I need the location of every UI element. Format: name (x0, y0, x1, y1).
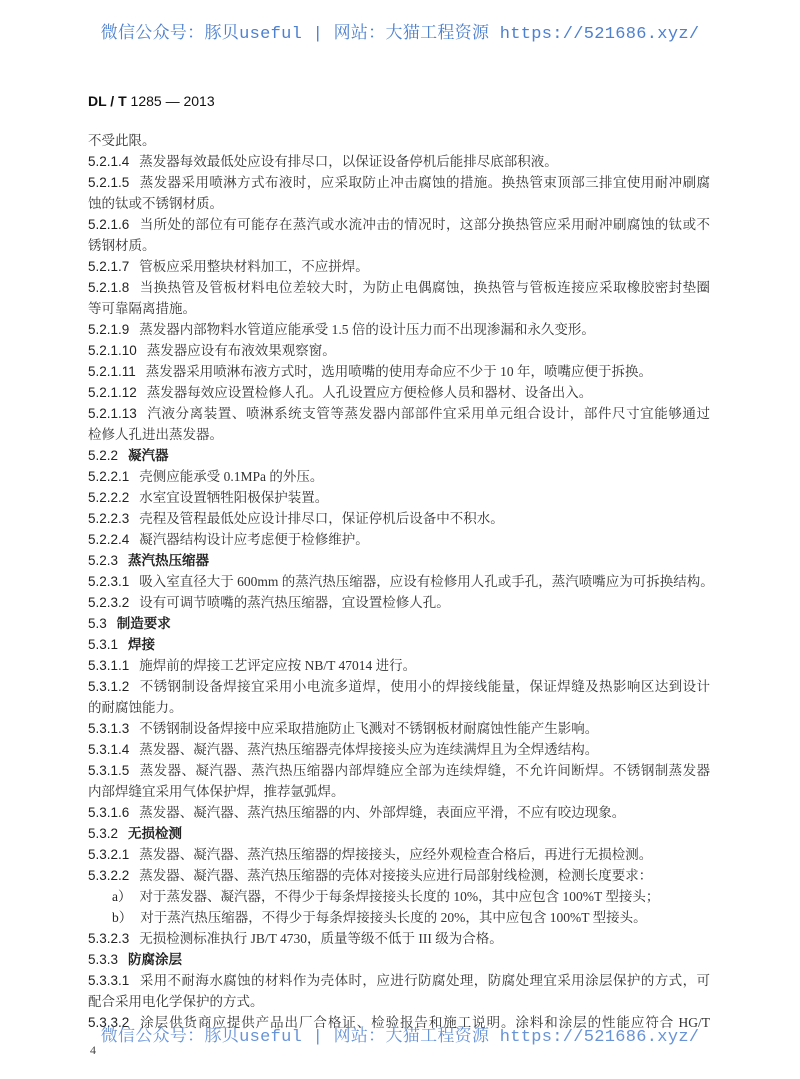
clause-text: 蒸发器采用喷淋布液方式时，选用喷嘴的使用寿命应不少于 10 年，喷嘴应便于拆换。 (145, 364, 653, 379)
clause-text: 水室宜设置牺牲阳极保护装置。 (139, 490, 329, 505)
clause-line (88, 277, 710, 298)
clause-text: 采用不耐海水腐蚀的材料作为壳体时，应进行防腐处理，防腐处理宜采用涂层保护的方式，可 (139, 973, 710, 988)
clause-number: 5.2.1.8 (88, 280, 130, 295)
clause-number: 5.2.2.3 (88, 511, 130, 526)
clause-number: b） (112, 910, 133, 925)
clause-number: 5.3.1.6 (88, 805, 130, 820)
list-item (88, 886, 710, 907)
clause-line (88, 340, 710, 361)
clause-text: 吸入室直径大于 600mm 的蒸汽热压缩器，应设有检修用人孔或手孔，蒸汽喷嘴应为可拆换结构。 (139, 574, 714, 589)
clause-text: 壳侧应能承受 0.1MPa 的外压。 (139, 469, 324, 484)
clause-line (88, 781, 710, 802)
clause-line (88, 592, 710, 613)
clause-number: 5.2.1.12 (88, 385, 137, 400)
doc-code-number: 1285 — 2013 (130, 93, 215, 109)
clause-number: 5.2.3 (88, 553, 119, 568)
clause-line (88, 739, 710, 760)
clause-line (88, 571, 714, 592)
clause-number: 5.3 (88, 616, 107, 631)
clause-text: 无损检测标准执行 JB/T 4730，质量等级不低于 III 级为合格。 (139, 931, 503, 946)
clause-line (88, 802, 710, 823)
clause-text: 蒸发器应设有布液效果观察窗。 (146, 343, 336, 358)
clause-number: 5.3.2 (88, 826, 119, 841)
section-heading (88, 823, 710, 844)
clause-number: 5.2.1.13 (88, 406, 137, 421)
document-code (88, 93, 215, 109)
clause-text: 内部焊缝宜采用气体保护焊，推荐氩弧焊。 (88, 784, 345, 799)
doc-code-prefix: DL / T (88, 93, 127, 109)
clause-text: 涂层供货商应提供产品出厂合格证、检验报告和施工说明。涂料和涂层的性能应符合 HG/T (139, 1015, 710, 1030)
clause-text: 不受此限。 (88, 133, 156, 148)
clause-number: 5.2.1.5 (88, 175, 130, 190)
clause-text: 管板应采用整块材料加工，不应拼焊。 (139, 259, 369, 274)
clause-number: 5.3.1.3 (88, 721, 130, 736)
clause-line (88, 319, 710, 340)
clause-line (88, 676, 710, 697)
clause-number: 5.2.3.1 (88, 574, 130, 589)
clause-line (88, 991, 710, 1012)
clause-line (88, 382, 710, 403)
clause-text: 当换热管及管板材料电位差较大时，为防止电偶腐蚀，换热管与管板连接应采取橡胶密封垫圈 (139, 280, 710, 295)
clause-text: 汽液分离装置、喷淋系统支管等蒸发器内部部件宜采用单元组合设计，部件尺寸宜能够通过 (146, 406, 710, 421)
clause-text: 焊接 (128, 637, 156, 652)
clause-text: 不锈钢制设备焊接中应采取措施防止飞溅对不锈钢板材耐腐蚀性能产生影响。 (139, 721, 599, 736)
clause-text: 不锈钢制设备焊接宜采用小电流多道焊，使用小的焊接线能量，保证焊缝及热影响区达到设计 (139, 679, 710, 694)
clause-number: 5.3.2.1 (88, 847, 130, 862)
watermark-top: 微信公众号：豚贝useful | 网站：大猫工程资源 https://521686.xyz/ (100, 25, 700, 44)
clause-number: 5.3.2.3 (88, 931, 130, 946)
clause-text: 施焊前的焊接工艺评定应按 NB/T 47014 进行。 (139, 658, 417, 673)
clause-line (88, 151, 710, 172)
clause-number: 5.2.1.7 (88, 259, 130, 274)
document-body (88, 130, 714, 1033)
clause-line (88, 298, 710, 319)
clause-text: 壳程及管程最低处应设计排尽口，保证停机后设备中不积水。 (139, 511, 504, 526)
clause-text: 当所处的部位有可能存在蒸汽或水流冲击的情况时，这部分换热管应采用耐冲刷腐蚀的钛或不 (139, 217, 710, 232)
clause-number: 5.3.1.4 (88, 742, 130, 757)
clause-number: 5.2.3.2 (88, 595, 130, 610)
clause-line (88, 928, 710, 949)
clause-text: 蒸发器、凝汽器、蒸汽热压缩器内部焊缝应全部为连续焊缝，不允许间断焊。不锈钢制蒸发器 (139, 763, 710, 778)
clause-text: 配合采用电化学保护的方式。 (88, 994, 264, 1009)
clause-number: 5.3.3.2 (88, 1015, 130, 1030)
clause-line (88, 235, 710, 256)
clause-number: 5.2.1.11 (88, 364, 136, 379)
clause-line (88, 172, 710, 193)
clause-line (88, 865, 710, 886)
clause-number: 5.3.2.2 (88, 868, 130, 883)
clause-text: 检修人孔进出蒸发器。 (88, 427, 223, 442)
clause-text: 制造要求 (116, 616, 171, 631)
section-heading (88, 613, 710, 634)
clause-text: 蒸发器、凝汽器、蒸汽热压缩器的壳体对接接头应进行局部射线检测，检测长度要求： (139, 868, 653, 883)
clause-text: 等可靠隔离措施。 (88, 301, 196, 316)
clause-number: 5.2.2.1 (88, 469, 130, 484)
clause-number: 5.3.1.5 (88, 763, 130, 778)
clause-number: 5.2.1.6 (88, 217, 130, 232)
section-heading (88, 634, 710, 655)
page-number: 4 (90, 1043, 96, 1057)
clause-line (88, 529, 710, 550)
list-item (88, 907, 710, 928)
clause-number: 5.2.1.9 (88, 322, 130, 337)
clause-text: 蒸发器每效应设置检修人孔。人孔设置应方便检修人员和器材、设备出入。 (146, 385, 593, 400)
clause-text: 蒸发器内部物料水管道应能承受 1.5 倍的设计压力而不出现渗漏和永久变形。 (139, 322, 595, 337)
clause-line (88, 193, 710, 214)
clause-line (88, 487, 710, 508)
section-heading (88, 445, 710, 466)
clause-text: 蒸发器、凝汽器、蒸汽热压缩器的内、外部焊缝，表面应平滑，不应有咬边现象。 (139, 805, 626, 820)
clause-line (88, 424, 710, 445)
clause-number: 5.3.3.1 (88, 973, 130, 988)
clause-text: 的耐腐蚀能力。 (88, 700, 183, 715)
clause-line (88, 508, 710, 529)
clause-text: 防腐涂层 (128, 952, 183, 967)
section-heading (88, 949, 710, 970)
clause-text: 锈钢材质。 (88, 238, 156, 253)
clause-number: 5.3.1 (88, 637, 119, 652)
clause-line (88, 844, 710, 865)
clause-line (88, 970, 710, 991)
clause-text: 设有可调节喷嘴的蒸汽热压缩器，宜设置检修人孔。 (139, 595, 450, 610)
clause-text: 蒸发器、凝汽器、蒸汽热压缩器壳体焊接接头应为连续满焊且为全焊透结构。 (139, 742, 599, 757)
clause-line (88, 697, 710, 718)
clause-line (88, 466, 710, 487)
clause-number: 5.3.3 (88, 952, 119, 967)
clause-number: a） (112, 889, 132, 904)
clause-text: 蒸汽热压缩器 (128, 553, 210, 568)
clause-text: 无损检测 (128, 826, 183, 841)
clause-number: 5.2.1.4 (88, 154, 130, 169)
clause-text: 蚀的钛或不锈钢材质。 (88, 196, 223, 211)
clause-text: 蒸发器每效最低处应设有排尽口，以保证设备停机后能排尽底部积液。 (139, 154, 558, 169)
clause-text: 凝汽器 (128, 448, 169, 463)
clause-line (88, 361, 710, 382)
clause-text: 蒸发器采用喷淋方式布液时，应采取防止冲击腐蚀的措施。换热管束顶部三排宜使用耐冲刷腐 (139, 175, 710, 190)
clause-text: 凝汽器结构设计应考虑便于检修维护。 (139, 532, 369, 547)
clause-line (88, 130, 710, 151)
clause-line (88, 760, 710, 781)
clause-number: 5.2.2.4 (88, 532, 130, 547)
clause-number: 5.2.2 (88, 448, 119, 463)
clause-text: 对于蒸汽热压缩器，不得少于每条焊接接头长度的 20%，其中应包含 100%T 型接头。 (140, 910, 647, 925)
clause-number: 5.2.1.10 (88, 343, 137, 358)
clause-line (88, 655, 710, 676)
clause-text: 蒸发器、凝汽器、蒸汽热压缩器的焊接接头，应经外观检查合格后，再进行无损检测。 (139, 847, 653, 862)
clause-number: 5.3.1.1 (88, 658, 130, 673)
clause-number: 5.3.1.2 (88, 679, 130, 694)
clause-line (88, 214, 710, 235)
section-heading (88, 550, 710, 571)
clause-line (88, 403, 710, 424)
clause-line (88, 718, 710, 739)
clause-number: 5.2.2.2 (88, 490, 130, 505)
clause-text: 对于蒸发器、凝汽器，不得少于每条焊接接头长度的 10%，其中应包含 100%T 型接头； (139, 889, 660, 904)
watermark-bottom: 微信公众号：豚贝useful | 网站：大猫工程资源 https://521686.xyz/ (100, 1028, 700, 1047)
clause-line (88, 256, 710, 277)
